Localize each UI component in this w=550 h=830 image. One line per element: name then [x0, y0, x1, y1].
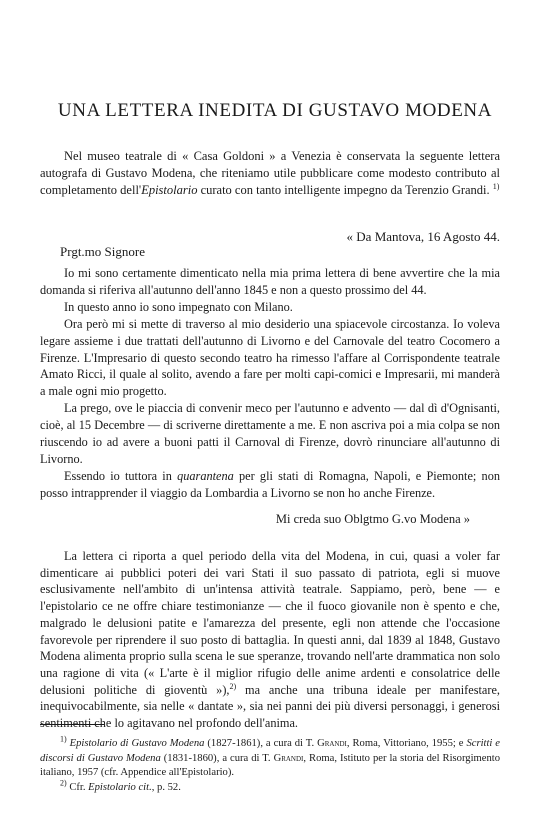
footnote-1: $^{1)}$ Epistolario di Gustavo Modena (1827-1861), a cura di T. Grandi, Roma, Vittoriano, 1955; e Scritti e discorsi di Gustavo Modena (1831-1860), a cura di T. Grandi, Roma, Istituto per la storia del Risorgimento italiano, 1957 (cfr. Appendice all'Epistolario). — [40, 734, 501, 779]
commentary-paragraph — [40, 548, 500, 732]
footnote-2: $^{2)}$ Cfr. Epistolario cit., p. 52. — [60, 778, 181, 793]
footnote-2-mark: 2) — [60, 778, 67, 788]
intro-text-end: curato con tanto intelligente impegno da Terenzio Grandi. — [197, 183, 490, 198]
intro-paragraph — [40, 148, 500, 200]
letter-p5-text: Essendo io tuttora in — [64, 468, 178, 483]
letter-paragraph — [40, 468, 500, 502]
intro-text: Nel museo teatrale di « Casa Goldoni » a Venezia è conservata la seguente lettera autografa di Gustavo Modena, che riteniamo utile pubblicare come modesto contributo al completamento dell' — [40, 149, 500, 198]
letter-p5-italic: quarantena — [177, 468, 234, 483]
commentary-text-end: ma anche una tribuna ideale per manifestare, inequivocabilmente, sia nelle « dantate », sia nei panni dei più diversi personaggi, i generosi sentimenti che lo agitavano nel profondo dell'anima. — [40, 682, 500, 731]
letter-paragraph: Io mi sono certamente dimenticato nella mia prima lettera di bene avvertire che la mia domanda si riferiva all'autunno dell'anno 1845 e non a questo prossimo del 44. — [40, 266, 500, 297]
letter-dateline: « Da Mantova, 16 Agosto 44. — [346, 229, 500, 244]
letter-p5-text-end: per gli stati di Romagna, Napoli, e Piemonte; non posso intrapprender il viaggio da Lombardia a Livorno se non ho anche Firenze. — [40, 468, 500, 500]
article-title: UNA LETTERA INEDITA DI GUSTAVO MODENA — [57, 100, 493, 121]
footnote-ref-2: 2) — [229, 681, 237, 691]
footnote-divider — [40, 724, 104, 725]
letter-paragraph: La prego, ove le piaccia di convenir meco per l'autunno e advento — dal dì d'Ognisanti, cioè, al 15 Decembre — di scriverne direttamente a me. E non ascriva poi a mia colpa se non riuscendo io ad avere a buoni patti il Carnoval di Firenze, dovrò rinunciare all'autunno di Livorno. — [40, 401, 500, 466]
letter-salutation: Prgt.mo Signore — [60, 244, 145, 259]
commentary-text: La lettera ci riporta a quel periodo della vita del Modena, in cui, quasi a voler far dimenticare ai pubblici poteri dei vari Stati il suo passato di patriota, egli si muove esclusivamente nell'ambito di un'intensa attività teatrale. Sappiamo, però, bene — e l'epistolario ce ne offre chiare testimonianze — che il fuoco giovanile non è spento e che, malgrado le delusioni patite e l'amarezza del presente, egli non attende che l'occasione favorevole per riprendere il suo posto di battaglia. In questi anni, dal 1839 al 1848, Gustavo Modena alimenta proprio sulla scena le sue speranze, trovando nell'arte drammatica non solo una ragione di vita (« L'arte è il miglior rifugio delle anime ardenti e consolatrice delle delusioni politiche di gioventù »), — [40, 549, 500, 697]
letter-paragraph: Ora però mi si mette di traverso al mio desiderio una spiacevole circostanza. Io voleva legare assieme i due trattati dell'autunno di Livorno e del Carnovale del teatro Cocomero a Firenze. L'Impresario di questo secondo teatro ha rimesso l'affare al Corrispondente teatrale Amato Ricci, il quale al solito, avendo a fare per molti capi-comici e Impresarii, mi manderà a male ogni mio progetto. — [40, 316, 500, 399]
letter-signature: Mi creda suo Oblgtmo G.vo Modena » — [275, 512, 470, 526]
footnote-1-mark: 1) — [60, 734, 67, 744]
footnotes — [40, 734, 501, 795]
letter-paragraph: In questo anno io sono impegnato con Milano. — [64, 299, 293, 314]
letter-body — [40, 265, 500, 502]
footnote-ref-1: 1) — [492, 182, 500, 192]
intro-italic-title: Epistolario — [141, 183, 198, 198]
